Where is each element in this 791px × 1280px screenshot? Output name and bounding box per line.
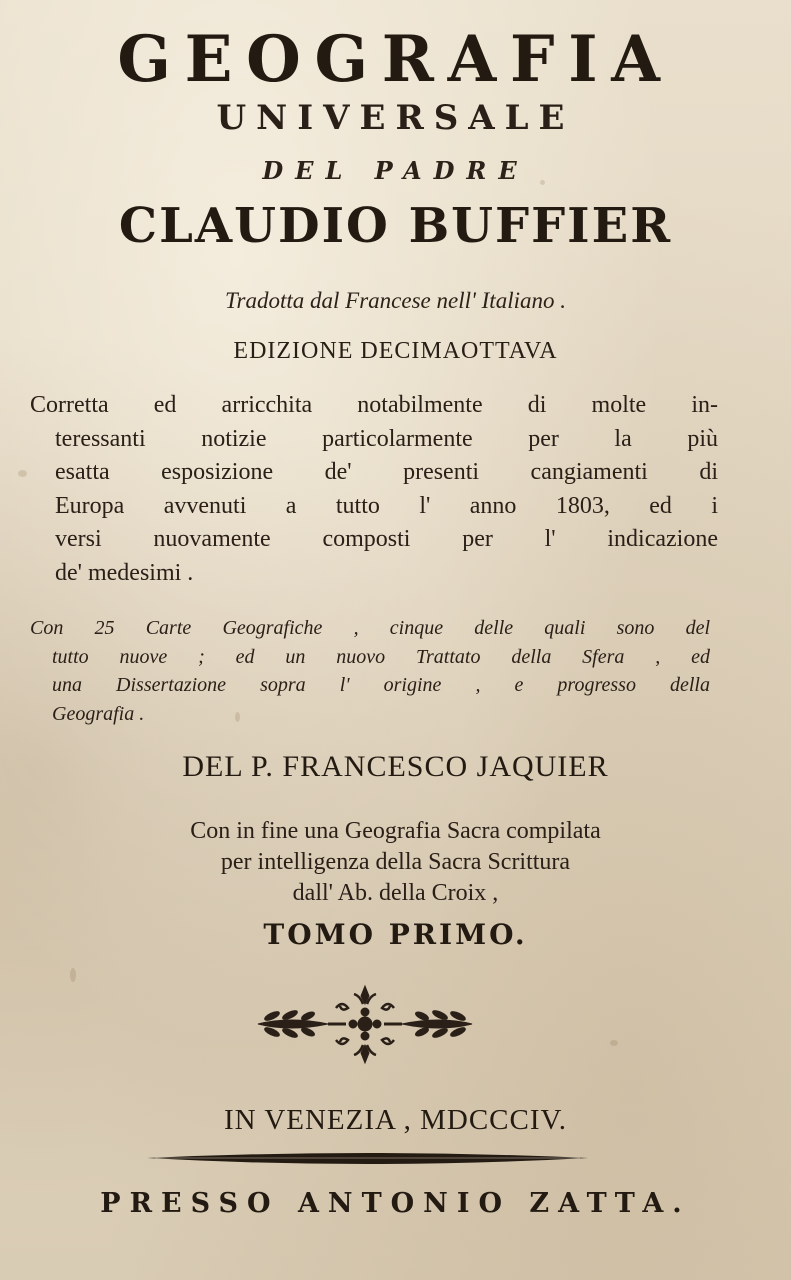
floral-ornament-icon [250,982,480,1067]
description-line: Corretta ed arricchita notabilmente di molte in- [30,392,718,418]
maps-line: una Dissertazione sopra l' origine , e progresso della [52,674,710,696]
volume-label: TOMO PRIMO. [263,918,528,951]
croix-line: Con in fine una Geografia Sacra compilata [190,818,601,844]
del-padre: DEL PADRE [262,156,529,185]
description-line: teressanti notizie particolarmente per la più [55,425,718,452]
maps-paragraph [30,614,710,728]
edition-line: EDIZIONE DECIMAOTTAVA [233,338,558,364]
jaquier-credit: DEL P. FRANCESCO JAQUIER [182,750,609,783]
paper-spot [70,968,76,982]
description-line: esatta esposizione de' presenti cangiamenti di [55,459,718,485]
paper-spot [18,470,27,477]
title-subtitle: UNIVERSALE [216,98,575,138]
title-main: GEOGRAFIA [117,22,674,97]
printer-name: PRESSO ANTONIO ZATTA. [100,1188,691,1219]
description-paragraph [30,389,718,590]
description-line: Europa avvenuti a tutto l' anno 1803, ed i [55,492,718,519]
description-line: versi nuovamente composti per l' indicazione [55,526,718,552]
croix-paragraph [0,816,791,909]
paper-spot [610,1040,618,1046]
translation-note: Tradotta dal Francese nell' Italiano . [225,288,566,313]
maps-line: Con 25 Carte Geografiche , cinque delle quali sono del [30,617,710,639]
croix-line: dall' Ab. della Croix , [292,880,499,906]
printers-rule [145,1150,590,1170]
imprint-place: IN VENEZIA , MDCCCIV. [224,1104,567,1136]
maps-line: tutto nuove ; ed un nuovo Trattato della Sfera , ed [52,645,710,668]
maps-line: Geografia . [52,702,145,725]
description-line: de' medesimi . [55,559,194,586]
croix-line: per intelligenza della Sacra Scrittura [220,849,571,875]
author-name: CLAUDIO BUFFIER [118,198,673,254]
